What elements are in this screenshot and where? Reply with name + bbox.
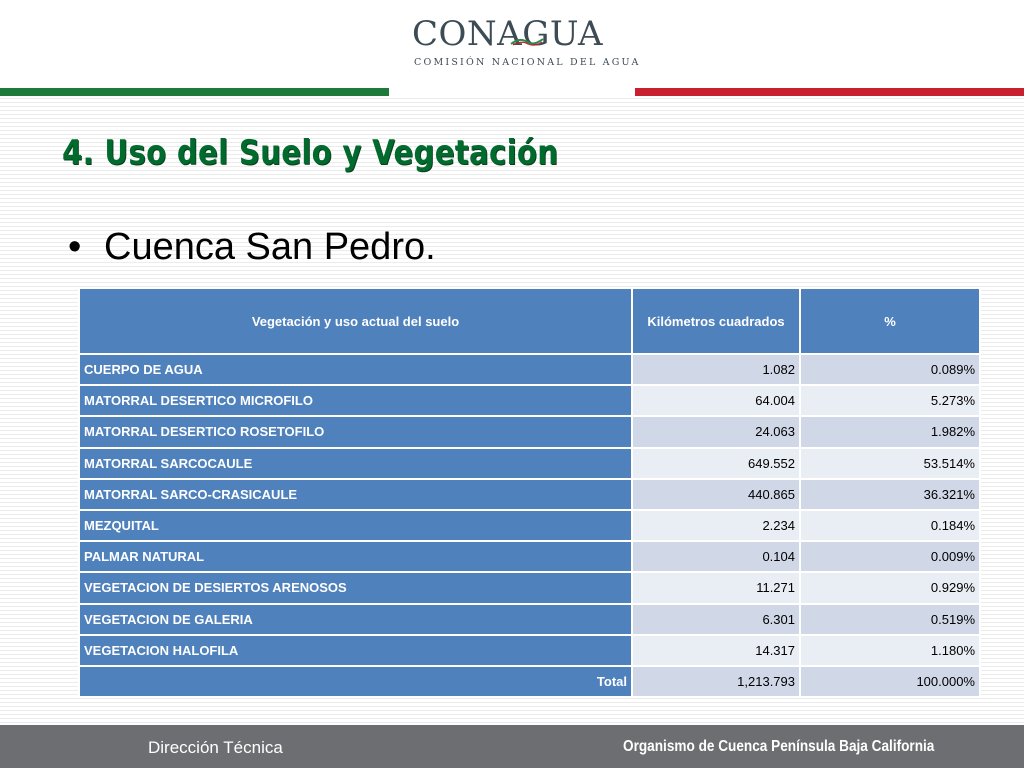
row-name: PALMAR NATURAL (79, 541, 632, 572)
row-km2: 2.234 (632, 510, 800, 541)
row-name: MATORRAL SARCOCAULE (79, 448, 632, 479)
table-row (79, 541, 980, 572)
table-row (79, 604, 980, 635)
table-row (79, 635, 980, 666)
table-row (79, 385, 980, 416)
conagua-logo (412, 14, 641, 74)
row-km2: 64.004 (632, 385, 800, 416)
row-percent: 36.321% (800, 479, 980, 510)
bullet-line (68, 226, 436, 269)
row-percent: 53.514% (800, 448, 980, 479)
slide-footer (0, 725, 1024, 768)
red-accent-bar (635, 88, 1024, 96)
green-accent-bar (0, 88, 389, 96)
row-name: MATORRAL DESERTICO MICROFILO (79, 385, 632, 416)
table-row (79, 448, 980, 479)
table-total-row (79, 666, 980, 697)
table-row (79, 510, 980, 541)
row-name: VEGETACION DE DESIERTOS ARENOSOS (79, 572, 632, 603)
row-percent: 5.273% (800, 385, 980, 416)
row-km2: 649.552 (632, 448, 800, 479)
row-percent: 0.089% (800, 354, 980, 385)
row-percent: 0.519% (800, 604, 980, 635)
row-km2: 11.271 (632, 572, 800, 603)
logo-word-left: CON (412, 14, 498, 54)
row-km2: 1.082 (632, 354, 800, 385)
row-km2: 0.104 (632, 541, 800, 572)
row-name: CUERPO DE AGUA (79, 354, 632, 385)
slide-header (0, 0, 1024, 95)
logo-word-right: AGUA (497, 14, 604, 54)
table-header-row (79, 288, 980, 354)
row-percent: 0.929% (800, 572, 980, 603)
total-label: Total (79, 666, 632, 697)
row-percent: 1.180% (800, 635, 980, 666)
bullet-symbol: • (68, 226, 82, 268)
row-name: MATORRAL DESERTICO ROSETOFILO (79, 416, 632, 447)
header-vegetation: Vegetación y uso actual del suelo (79, 288, 632, 354)
row-km2: 14.317 (632, 635, 800, 666)
land-use-table (78, 287, 981, 698)
row-name: VEGETACION DE GALERIA (79, 604, 632, 635)
table-row (79, 354, 980, 385)
table-row (79, 416, 980, 447)
logo-subtitle: COMISIÓN NACIONAL DEL AGUA (414, 57, 641, 68)
row-name: MATORRAL SARCO-CRASICAULE (79, 479, 632, 510)
table-row (79, 572, 980, 603)
row-km2: 440.865 (632, 479, 800, 510)
bullet-text: Cuenca San Pedro. (104, 226, 436, 268)
row-percent: 1.982% (800, 416, 980, 447)
footer-organization: Organismo de Cuenca Península Baja California (623, 738, 935, 755)
logo-swoosh-icon (510, 36, 544, 46)
slide-title: 4. Uso del Suelo y Vegetación (62, 133, 559, 173)
total-km2: 1,213.793 (632, 666, 800, 697)
row-km2: 24.063 (632, 416, 800, 447)
header-percent: % (800, 288, 980, 354)
row-percent: 0.009% (800, 541, 980, 572)
row-name: VEGETACION HALOFILA (79, 635, 632, 666)
header-km2: Kilómetros cuadrados (632, 288, 800, 354)
row-percent: 0.184% (800, 510, 980, 541)
footer-department: Dirección Técnica (148, 738, 283, 757)
total-percent: 100.000% (800, 666, 980, 697)
logo-wordmark (412, 14, 603, 54)
row-name: MEZQUITAL (79, 510, 632, 541)
table-row (79, 479, 980, 510)
row-km2: 6.301 (632, 604, 800, 635)
